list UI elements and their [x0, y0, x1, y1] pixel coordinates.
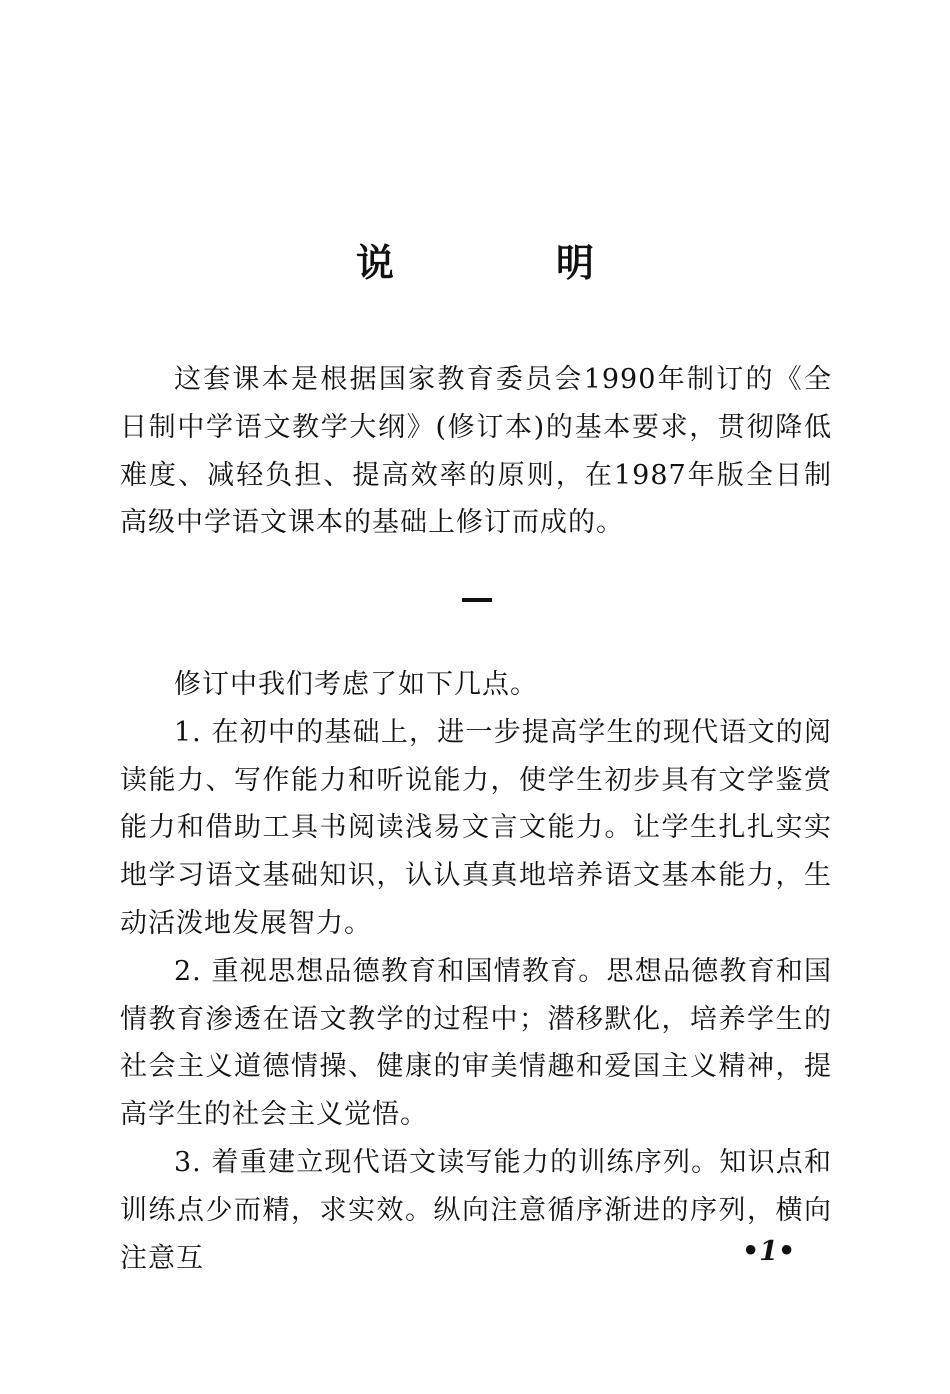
section-marker [462, 598, 492, 602]
points-lead-paragraph: 修订中我们考虑了如下几点。 [174, 669, 538, 700]
page-number: •1• [742, 1236, 796, 1267]
intro-paragraph: 这套课本是根据国家教育委员会1990年制订的《全日制中学语文教学大纲》(修订本)的基本要求，贯彻降低难度、减轻负担、提高效率的原则，在1987年版全日制高级中学语文课本的基础上修订而成的。 [120, 364, 832, 539]
intro-section [120, 356, 832, 547]
point-paragraph-2: 2. 重视思想品德教育和国情教育。思想品德教育和国情教育渗透在语文教学的过程中；潜移默化，培养学生的社会主义道德情操、健康的审美情趣和爱国主义精神，提高学生的社会主义觉悟。 [120, 955, 832, 1131]
point-paragraph-1: 1. 在初中的基础上，进一步提高学生的现代语文的阅读能力、写作能力和听说能力，使学生初步具有文学鉴赏能力和借助工具书阅读浅易文言文能力。让学生扎扎实实地学习语文基础知识，认认真真地培养语文基本能力，生动活泼地发展智力。 [120, 716, 832, 939]
point-paragraph-3: 3. 着重建立现代语文读写能力的训练序列。知识点和训练点少而精，求实效。纵向注意循序渐进的序列，横向注意互 [120, 1146, 832, 1274]
points-section [120, 661, 832, 1282]
page-title: 说 明 [355, 240, 656, 285]
